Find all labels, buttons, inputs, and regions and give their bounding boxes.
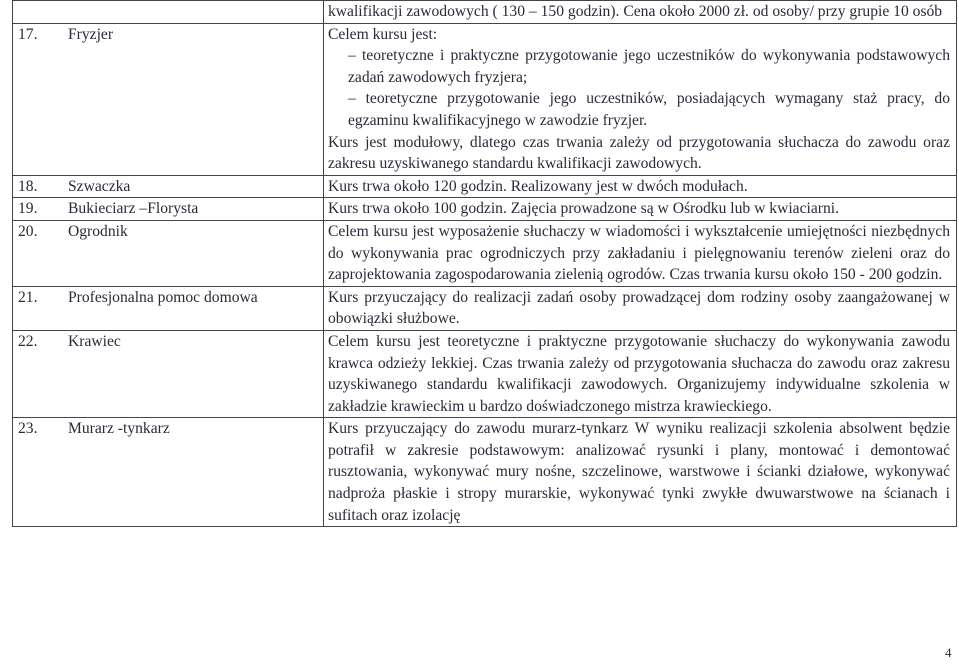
- course-description: kwalifikacji zawodowych ( 130 – 150 godzin). Cena około 2000 zł. od osoby/ przy grupie 10 osób: [324, 1, 957, 24]
- course-description: Kurs przyuczający do realizacji zadań osoby prowadzącej dom rodziny osoby zaangażowanej w obowiązki służbowe.: [324, 286, 957, 330]
- page-number: 4: [945, 645, 952, 660]
- table-row: [13, 330, 957, 417]
- course-description: Kurs trwa około 100 godzin. Zajęcia prowadzone są w Ośrodku lub w kwiaciarni.: [324, 198, 957, 221]
- course-description: Kurs przyuczający do zawodu murarz-tynkarz W wyniku realizacji szkolenia absolwent będzie potrafił w zakresie podstawowym: analizować rysunki i plany, montować i demontować rusztowania, wykonywać mury nośne, szczelinowe, warstwowe i ścianki działowe, wykonywać nadproża płaskie i stropy murarskie, wykonywać tynki zwykłe dwuwarstwowe na ścianach i sufitach oraz izolację: [324, 418, 957, 527]
- description-line: Kurs jest modułowy, dlatego czas trwania zależy od przygotowania słuchacza do zawodu oraz zakresu uzyskiwanego standardu kwalifikacji zawodowych.: [328, 133, 950, 173]
- course-name: Fryzjer: [64, 23, 324, 175]
- course-name: Szwaczka: [64, 175, 324, 198]
- table-row: [13, 23, 957, 175]
- table-row: [13, 418, 957, 527]
- description-bullet: – teoretyczne przygotowanie jego uczestników, posiadających wymagany staż pracy, do egzaminu kwalifikacyjnego w zawodzie fryzjer.: [348, 90, 950, 129]
- table-row: [13, 198, 957, 221]
- course-name: Ogrodnik: [64, 220, 324, 286]
- row-number: 18.: [13, 175, 65, 198]
- course-description: [324, 23, 957, 175]
- table-row: [13, 220, 957, 286]
- row-number: 22.: [13, 330, 65, 417]
- description-bullet: – teoretyczne i praktyczne przygotowanie jego uczestników do wykonywania podstawowych zadań zawodowych fryzjera;: [348, 47, 950, 86]
- course-name: Profesjonalna pomoc domowa: [64, 286, 324, 330]
- course-description: Celem kursu jest wyposażenie słuchaczy w wiadomości i wykształcenie umiejętności niezbędnych do wykonywania prac ogrodniczych przy zakładaniu i pielęgnowaniu terenów zieleni oraz do zaprojektowania zagospodarowania zielenią ogrodów. Czas trwania kursu około 150 - 200 godzin.: [324, 220, 957, 286]
- table-row: [13, 286, 957, 330]
- row-number: 21.: [13, 286, 65, 330]
- table-row: [13, 1, 957, 24]
- course-name: Krawiec: [64, 330, 324, 417]
- row-number: 23.: [13, 418, 65, 527]
- course-name: [64, 1, 324, 24]
- row-number: [13, 1, 65, 24]
- description-line: Celem kursu jest:: [328, 25, 438, 43]
- row-number: 20.: [13, 220, 65, 286]
- course-name: Bukieciarz –Florysta: [64, 198, 324, 221]
- course-table: [12, 0, 957, 527]
- course-description: Celem kursu jest teoretyczne i praktyczne przygotowanie słuchaczy do wykonywania zawodu krawca odzieży lekkiej. Czas trwania zależy od przygotowania słuchacza do zawodu oraz zakresu uzyskiwanego standardu kwalifikacji zawodowych. Organizujemy indywidualne szkolenia w zakładzie krawieckim u bardzo doświadczonego mistrza krawieckiego.: [324, 330, 957, 417]
- table-row: [13, 175, 957, 198]
- row-number: 17.: [13, 23, 65, 175]
- row-number: 19.: [13, 198, 65, 221]
- course-description: Kurs trwa około 120 godzin. Realizowany jest w dwóch modułach.: [324, 175, 957, 198]
- course-name: Murarz -tynkarz: [64, 418, 324, 527]
